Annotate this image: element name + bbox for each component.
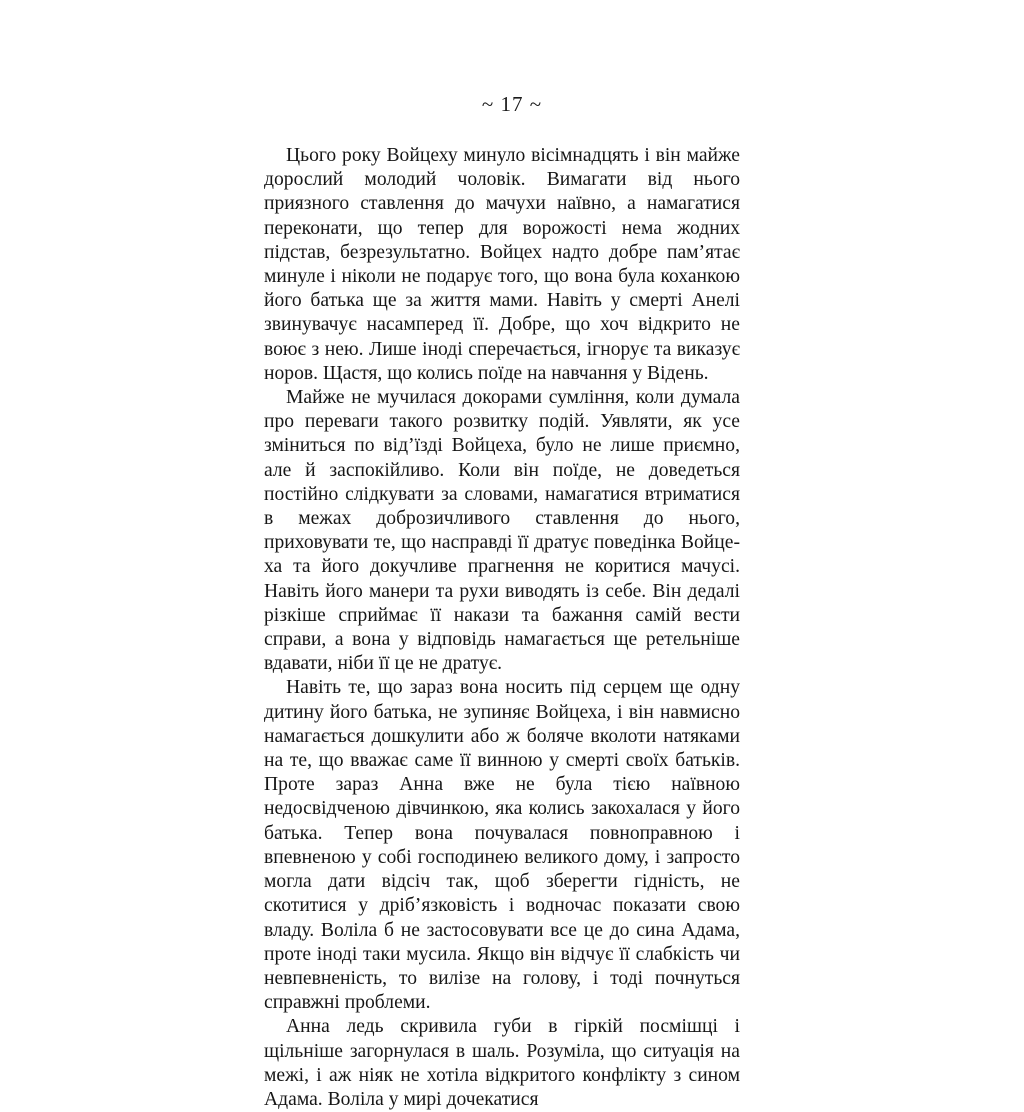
paragraph-1: Цього року Войцеху минуло вісімнадцять і він майже дорослий молодий чоловік. Вимагати від нього приязного ставлення до мачухи наївно, а намагатися переконати, що тепер для ворожості нема жодних підстав, безрезультатно. Войцех надто добре пам’ятає минуле і ніколи не подарує того, що вона була коханкою його батька ще за життя мами. Навіть у смерті Анелі звинувачує насамперед її. Добре, що хоч відкрито не воює з нею. Лише іноді сперечається, ігнорує та виказує норов. Щастя, що колись поїде на навчання у Відень.	[264, 145, 740, 384]
page-number: ~ 17 ~	[481, 92, 543, 116]
paragraph-2: Майже не мучилася докорами сумління, коли думала про переваги такого розвитку подій. Уявляти, як усе зміниться по від’їзді Войцеха, було не лише приємно, але й заспокійливо. Коли він поїде, не доведеться постійно слідкувати за словами, намагатися втриматися в межах доброзичливого ставлення до нього, приховувати те, що насправді її дратує поведінка Войцеха та його докучливе прагнення не коритися мачусі. Навіть його манери та рухи виводять із себе. Він дедалі різкіше сприймає її накази та бажання самій вести справи, а вона у відповідь намагається ще ретельніше вдавати, ніби її це не дратує.	[264, 387, 740, 675]
body-text	[264, 144, 740, 1112]
paragraph-4: Анна ледь скривила губи в гіркій посмішці і щільніше загорнулася в шаль. Розуміла, що ситуація на межі, і аж ніяк не хотіла відкритого конфлікту з сином Адама. Воліла у мирі дочекатися	[264, 1016, 740, 1110]
paragraph-3: Навіть те, що зараз вона носить під серцем ще одну дитину його батька, не зупиняє Войцеха, і він навмисно намагається дошкулити або ж боляче вколоти натяками на те, що вважає саме її винною у смерті своїх батьків. Проте зараз Анна вже не була тією наївною недосвідченою дівчинкою, яка колись закохалася у його батька. Тепер вона почувалася повноправною і впевненою у собі господинею великого дому, і запросто могла дати відсіч так, щоб зберегти гідність, не скотитися у дріб’язковість і водночас показати свою владу. Воліла б не застосовувати все це до сина Адама, проте іноді таки мусила. Якщо він відчує її слабкість чи невпевненість, то вилізе на голову, і тоді почнуться справжні проблеми.	[264, 677, 740, 1014]
